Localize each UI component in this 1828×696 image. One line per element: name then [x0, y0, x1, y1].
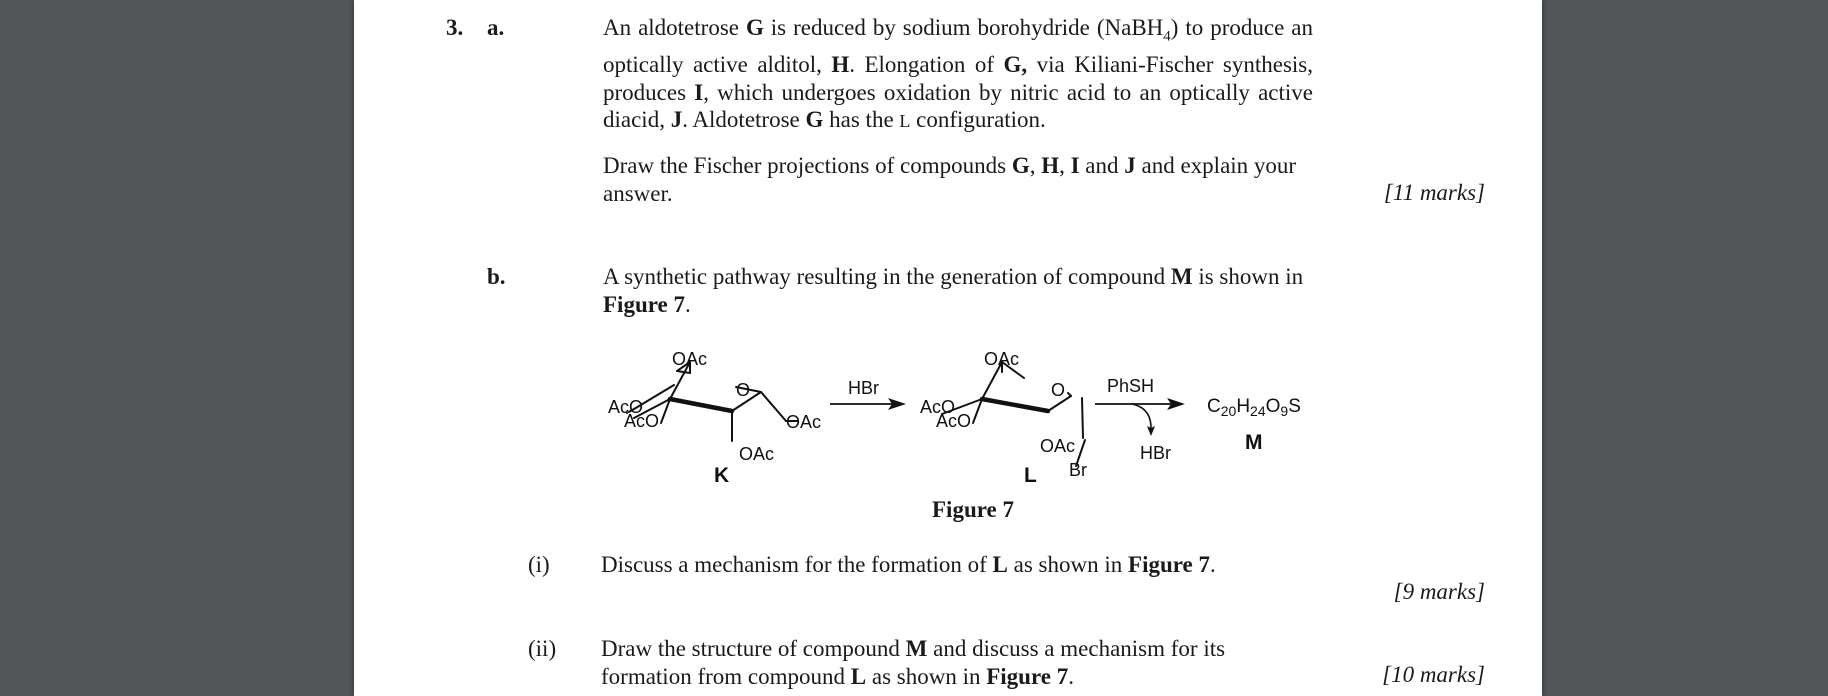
reaction-arrow-2 — [1095, 376, 1185, 463]
figure-7 — [354, 0, 1542, 696]
k-oac-bottom: OAc — [739, 444, 775, 464]
arrow-2-reagent: PhSH — [1107, 376, 1155, 396]
l-br: Br — [1069, 460, 1087, 480]
arrow-1-reagent: HBr — [848, 378, 879, 398]
k-aco-2: AcO — [624, 411, 660, 431]
compound-l-labels — [920, 349, 1087, 487]
m-formula: $C_{20}H_{24}O_9S$ — [1207, 396, 1301, 419]
sub-ii-label: (ii) — [528, 636, 557, 661]
part-a-paragraph-1: An aldotetrose G is reduced by sodium borohydride (NaBH$_4$) to produce an optically active alditol, H. Elongation of G, via Kiliani-Fischer synthesis, produces I, which undergoes oxidation by nitric acid to an optically active diacid, J. Aldotetrose G has the L configuration. — [603, 15, 1314, 133]
sub-i-marks: [9 marks] — [1393, 579, 1485, 604]
l-aco-2: AcO — [936, 411, 972, 431]
sub-i-label: (i) — [528, 552, 550, 577]
k-ring-o: O — [736, 380, 751, 400]
k-aco-1: AcO — [608, 397, 644, 417]
l-label: L — [1024, 464, 1037, 487]
compound-k-labels — [608, 349, 821, 487]
l-oac-bottom: OAc — [1040, 436, 1076, 456]
k-label: K — [714, 464, 730, 487]
part-b-paragraph: A synthetic pathway resulting in the generation of compound M is shown in Figure 7. — [603, 264, 1304, 317]
m-label: M — [1245, 431, 1263, 454]
part-b-label: b. — [487, 264, 506, 289]
part-a-marks: [11 marks] — [1383, 180, 1485, 205]
part-a-label: a. — [487, 15, 505, 40]
l-oac-top: OAc — [984, 349, 1020, 369]
sub-ii-text: Draw the structure of compound M and discuss a mechanism for its formation from compound L as shown in Figure 7. — [601, 636, 1226, 689]
arrow-2-byproduct: HBr — [1140, 443, 1171, 463]
k-oac-top: OAc — [672, 349, 708, 369]
reaction-arrow-1 — [830, 378, 906, 410]
sub-ii-marks: [10 marks] — [1382, 662, 1485, 687]
document-page — [354, 0, 1542, 696]
question-number: 3. — [446, 15, 464, 40]
part-a-paragraph-2: Draw the Fischer projections of compounds G, H, I and J and explain your answer. — [603, 153, 1297, 206]
k-oac-right: OAc — [786, 412, 822, 432]
compound-m — [1207, 396, 1301, 454]
sub-i-text: Discuss a mechanism for the formation of L as shown in Figure 7. — [601, 552, 1216, 577]
l-ring-o: O — [1051, 380, 1066, 400]
l-aco-1: AcO — [920, 397, 956, 417]
figure-caption: Figure 7 — [932, 497, 1014, 522]
